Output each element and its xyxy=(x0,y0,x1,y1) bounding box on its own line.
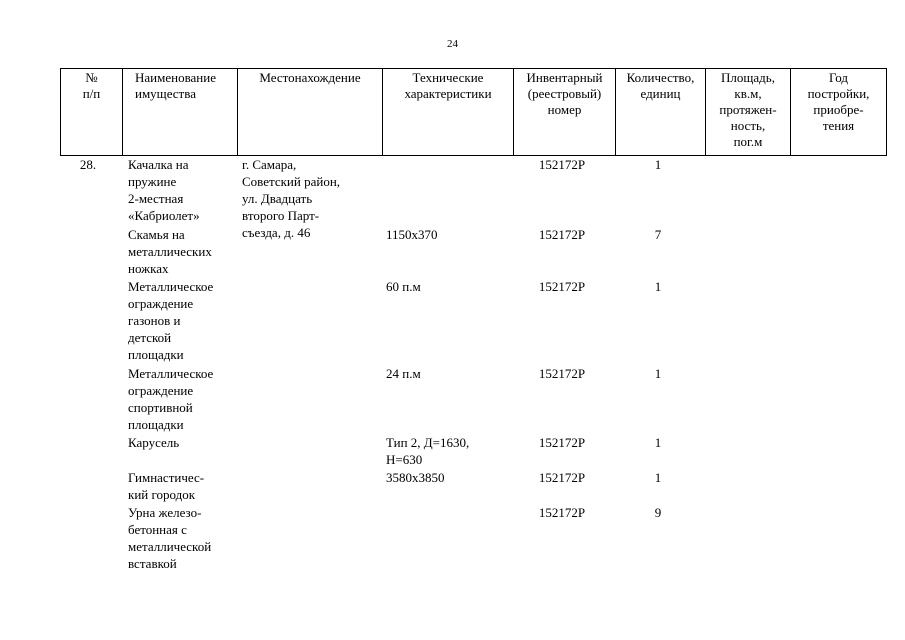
item-quantity: 1 xyxy=(654,157,662,172)
item-tech: Тип 2, Д=1630, Н=630 xyxy=(386,435,470,467)
header-quantity: Количество, единиц xyxy=(616,69,706,156)
entry-location: г. Самара, Советский район, ул. Двадцать второго Парт- съезда, д. 46 xyxy=(242,157,341,240)
item-inventory: 152172Р xyxy=(538,157,586,172)
item-tech: 60 п.м xyxy=(386,279,421,294)
item-tech: 24 п.м xyxy=(386,366,421,381)
header-year: Год постройки, приобре- тения xyxy=(791,69,887,156)
header-area: Площадь, кв.м, протяжен- ность, пог.м xyxy=(706,69,791,156)
item-name: Металлическое ограждение газонов и детской площадки xyxy=(128,279,214,362)
item-inventory: 152172Р xyxy=(538,279,586,294)
item-quantity: 1 xyxy=(654,279,662,294)
item-quantity: 1 xyxy=(654,366,662,381)
header-location: Местонахождение xyxy=(238,69,383,156)
item-name: Гимнастичес- кий городок xyxy=(128,470,205,502)
page-number: 24 xyxy=(447,38,458,50)
item-quantity: 1 xyxy=(654,435,662,450)
item-name: Металлическое ограждение спортивной площадки xyxy=(128,366,214,432)
item-name: Урна железо- бетонная с металлической вставкой xyxy=(128,505,212,571)
item-inventory: 152172Р xyxy=(538,470,586,485)
item-quantity: 7 xyxy=(654,227,662,242)
header-tech: Технические характеристики xyxy=(383,69,514,156)
item-inventory: 152172Р xyxy=(538,227,586,242)
item-quantity: 1 xyxy=(654,470,662,485)
entry-number: 28. xyxy=(79,157,97,172)
item-tech: 1150х370 xyxy=(386,227,438,242)
item-inventory: 152172Р xyxy=(538,366,586,381)
item-inventory: 152172Р xyxy=(538,505,586,520)
item-inventory: 152172Р xyxy=(538,435,586,450)
item-quantity: 9 xyxy=(654,505,662,520)
header-inventory: Инвентарный (реестровый) номер xyxy=(514,69,616,156)
header-name: Наименование имущества xyxy=(123,69,238,156)
header-number: № п/п xyxy=(61,69,123,156)
item-name: Скамья на металлических ножках xyxy=(128,227,212,276)
item-name: Качалка на пружине 2-местная «Кабриолет» xyxy=(128,157,200,223)
item-name: Карусель xyxy=(128,435,180,450)
item-tech: 3580х3850 xyxy=(386,470,445,485)
property-table-header xyxy=(60,68,887,156)
